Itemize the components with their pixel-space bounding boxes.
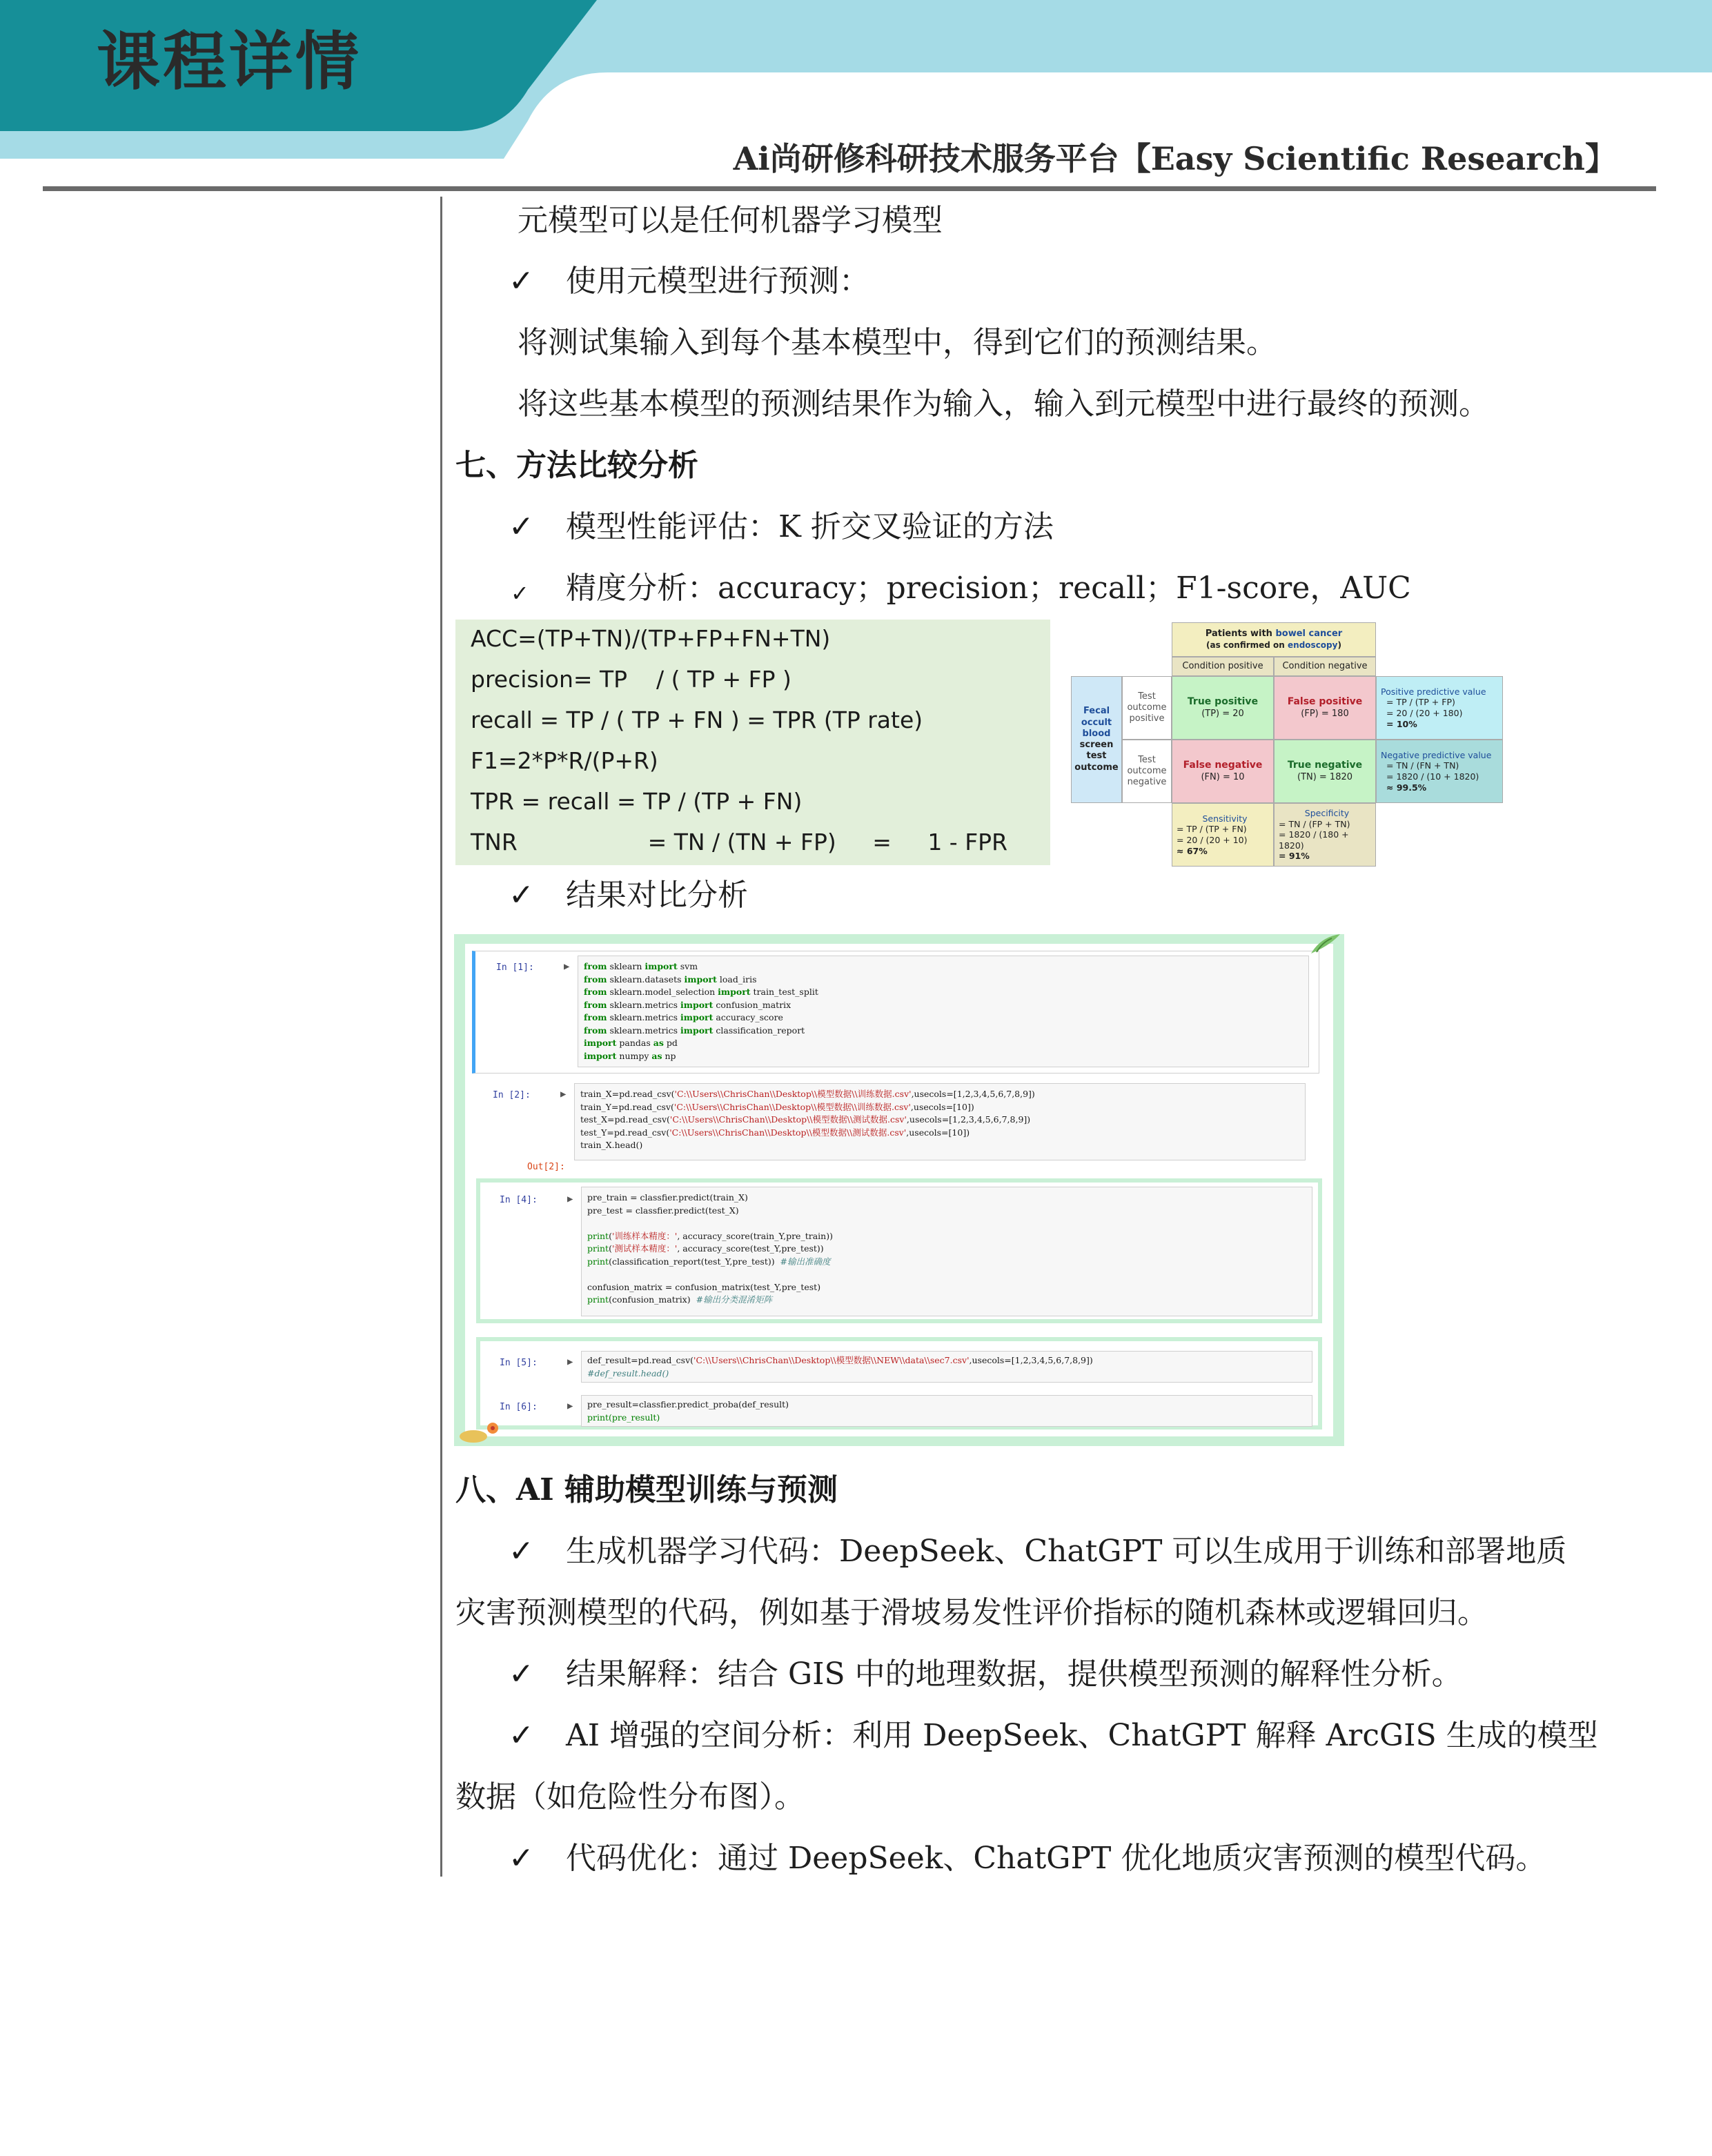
- notebook-cell-1[interactable]: [472, 951, 1319, 1074]
- formula-tpr: TPR = recall = TP / (TP + FN): [471, 788, 803, 815]
- cm-ppv: Positive predictive value = TP / (TP + FP) = 20 / (20 + 180) = 10%: [1376, 676, 1503, 740]
- bullet-kfold: 模型性能评估：K 折交叉验证的方法: [566, 509, 1054, 544]
- checkmark-icon: ✓: [509, 1534, 534, 1569]
- run-cell-icon[interactable]: ▶: [564, 961, 570, 972]
- run-cell-icon[interactable]: ▶: [567, 1194, 573, 1205]
- cell-prompt: In [6]:: [500, 1402, 538, 1412]
- formula-precision: precision= TP / ( TP + FP ): [471, 666, 791, 693]
- bullet-generate-code-cont: 灾害预测模型的代码，例如基于滑坡易发性评价指标的随机森林或逻辑回归。: [455, 1595, 1488, 1630]
- bullet-result-comparison: 结果对比分析: [566, 878, 748, 913]
- formula-box: [455, 620, 1050, 865]
- cell-prompt: In [4]:: [500, 1195, 538, 1205]
- header-divider: [43, 186, 1656, 191]
- run-cell-icon[interactable]: ▶: [567, 1356, 573, 1367]
- cm-false-negative: False negative (FN) = 10: [1172, 740, 1274, 803]
- checkmark-icon: ✓: [509, 509, 534, 544]
- section-heading-8: 八、AI 辅助模型训练与预测: [455, 1472, 838, 1507]
- cm-condition-positive: Condition positive: [1172, 657, 1274, 676]
- cm-header-patients: Patients with bowel cancer (as confirmed on endoscopy): [1172, 622, 1376, 657]
- bullet-code-optimization: 代码优化：通过 DeepSeek、ChatGPT 优化地质灾害预测的模型代码。: [566, 1841, 1546, 1876]
- notebook-area: [465, 944, 1333, 1436]
- page-title: 课程详情: [97, 25, 362, 99]
- code-text: def_result=pd.read_csv('C:\\Users\\ChrisChan\\Desktop\\模型数据\\NEW\\data\\sec7.csv',usecols=[1,2,3,4,5,6,7,8,9]) #def_result.head(): [587, 1355, 1093, 1378]
- formula-acc: ACC=(TP+TN)/(TP+FP+FN+TN): [471, 625, 831, 652]
- cm-sensitivity: Sensitivity = TP / (TP + FN) = 20 / (20 + 10) ≈ 67%: [1172, 803, 1274, 867]
- code-input-2[interactable]: [574, 1083, 1306, 1160]
- bullet-accuracy-metrics: 精度分析：accuracy；precision；recall；F1-score，AUC: [566, 571, 1411, 606]
- run-cell-icon[interactable]: ▶: [567, 1401, 573, 1412]
- formula-recall: recall = TP / ( TP + FN ) = TPR (TP rate): [471, 706, 923, 733]
- flower-decoration-icon: [457, 1417, 505, 1446]
- notebook-cell-2[interactable]: [472, 1079, 1319, 1174]
- code-input-5[interactable]: [581, 1351, 1312, 1383]
- output-prompt: Out[2]:: [527, 1162, 565, 1172]
- bullet-spatial-analysis-cont: 数据（如危险性分布图）。: [455, 1779, 805, 1814]
- leaf-decoration-icon: [1307, 930, 1344, 958]
- section-heading-7: 七、方法比较分析: [455, 448, 698, 483]
- paragraph-test-set: 将测试集输入到每个基本模型中，得到它们的预测结果。: [518, 325, 1277, 360]
- checkmark-icon: ✓: [511, 580, 529, 606]
- code-input-1[interactable]: [578, 956, 1309, 1067]
- run-cell-icon[interactable]: ▶: [560, 1089, 567, 1100]
- cm-true-positive: True positive (TP) = 20: [1172, 676, 1274, 740]
- formula-f1: F1=2*P*R/(P+R): [471, 747, 658, 774]
- checkmark-icon: ✓: [509, 1841, 534, 1876]
- cm-row-header: Fecal occult blood screen test outcome: [1071, 676, 1122, 803]
- left-margin-rule: [440, 197, 442, 1877]
- bullet-generate-code: 生成机器学习代码：DeepSeek、ChatGPT 可以生成用于训练和部署地质: [566, 1534, 1567, 1569]
- code-text: pre_result=classfier.predict_proba(def_result) print(pre_result): [587, 1399, 789, 1423]
- checkmark-icon: ✓: [509, 1718, 534, 1753]
- code-text: from sklearn import svm from sklearn.datasets import load_iris from sklearn.model_selection import train_test_split from sklearn.metrics import confusion_matrix from sklearn.metrics import accuracy_score from sklearn.metrics import classification_report import pandas as pd import numpy as np: [584, 961, 818, 1061]
- checkmark-icon: ✓: [509, 878, 534, 913]
- cm-false-positive: False positive (FP) = 180: [1274, 676, 1376, 740]
- code-text: pre_train = classfier.predict(train_X) pre_test = classfier.predict(test_X) print('训练样本精度：', accuracy_score(train_Y,pre_train)) print('测试样本精度：', accuracy_score(test_Y,pre_test)) print(classification_report(test_Y,pre_test)) #输出准确度 confusion_matrix = confusion_matrix(test_Y,pre_test) print(confusion_matrix) #输出分类混淆矩阵: [587, 1192, 833, 1305]
- cm-true-negative: True negative (TN) = 1820: [1274, 740, 1376, 803]
- cell-prompt: In [5]:: [500, 1358, 538, 1368]
- checkmark-icon: ✓: [509, 264, 534, 299]
- code-input-6[interactable]: [581, 1395, 1312, 1427]
- cell-prompt: In [1]:: [496, 962, 534, 973]
- bullet-use-meta-model: 使用元模型进行预测：: [566, 264, 869, 299]
- notebook-cell-4[interactable]: [476, 1178, 1322, 1323]
- cm-condition-negative: Condition negative: [1274, 657, 1376, 676]
- cm-test-positive: Test outcome positive: [1122, 676, 1172, 740]
- code-screenshot: [454, 934, 1344, 1446]
- notebook-cell-5-6[interactable]: [476, 1337, 1322, 1430]
- platform-subtitle: Ai尚研修科研技术服务平台【Easy Scientific Research】: [733, 140, 1617, 177]
- cm-specificity: Specificity = TN / (FP + TN) = 1820 / (180 + 1820) = 91%: [1274, 803, 1376, 867]
- bullet-result-explanation: 结果解释：结合 GIS 中的地理数据，提供模型预测的解释性分析。: [566, 1656, 1462, 1692]
- checkmark-icon: ✓: [509, 1656, 534, 1692]
- paragraph-meta-model: 元模型可以是任何机器学习模型: [518, 203, 943, 238]
- code-input-4[interactable]: [581, 1187, 1312, 1316]
- formula-tnr: TNR = TN / (TN + FP) = 1 - FPR: [471, 829, 1008, 856]
- bullet-spatial-analysis: AI 增强的空间分析：利用 DeepSeek、ChatGPT 解释 ArcGIS 生成的模型: [566, 1718, 1598, 1753]
- paragraph-base-predictions: 将这些基本模型的预测结果作为输入，输入到元模型中进行最终的预测。: [518, 386, 1489, 422]
- cell-prompt: In [2]:: [493, 1090, 531, 1100]
- code-text: train_X=pd.read_csv('C:\\Users\\ChrisChan\\Desktop\\模型数据\\训练数据.csv',usecols=[1,2,3,4,5,6,7,8,9]) train_Y=pd.read_csv('C:\\Users\\ChrisChan\\Desktop\\模型数据\\训练数据.csv',usecols=[10]) test_X=pd.read_csv('C:\\Users\\ChrisChan\\Desktop\\模型数据\\测试数据.csv',usecols=[1,2,3,4,5,6,7,8,9]) test_Y=pd.read_csv('C:\\Users\\ChrisChan\\Desktop\\模型数据\\测试数据.csv',usecols=[10]) train_X.head(): [580, 1089, 1035, 1150]
- cm-npv: Negative predictive value = TN / (FN + TN) = 1820 / (10 + 1820) ≈ 99.5%: [1376, 740, 1503, 803]
- cm-test-negative: Test outcome negative: [1122, 740, 1172, 803]
